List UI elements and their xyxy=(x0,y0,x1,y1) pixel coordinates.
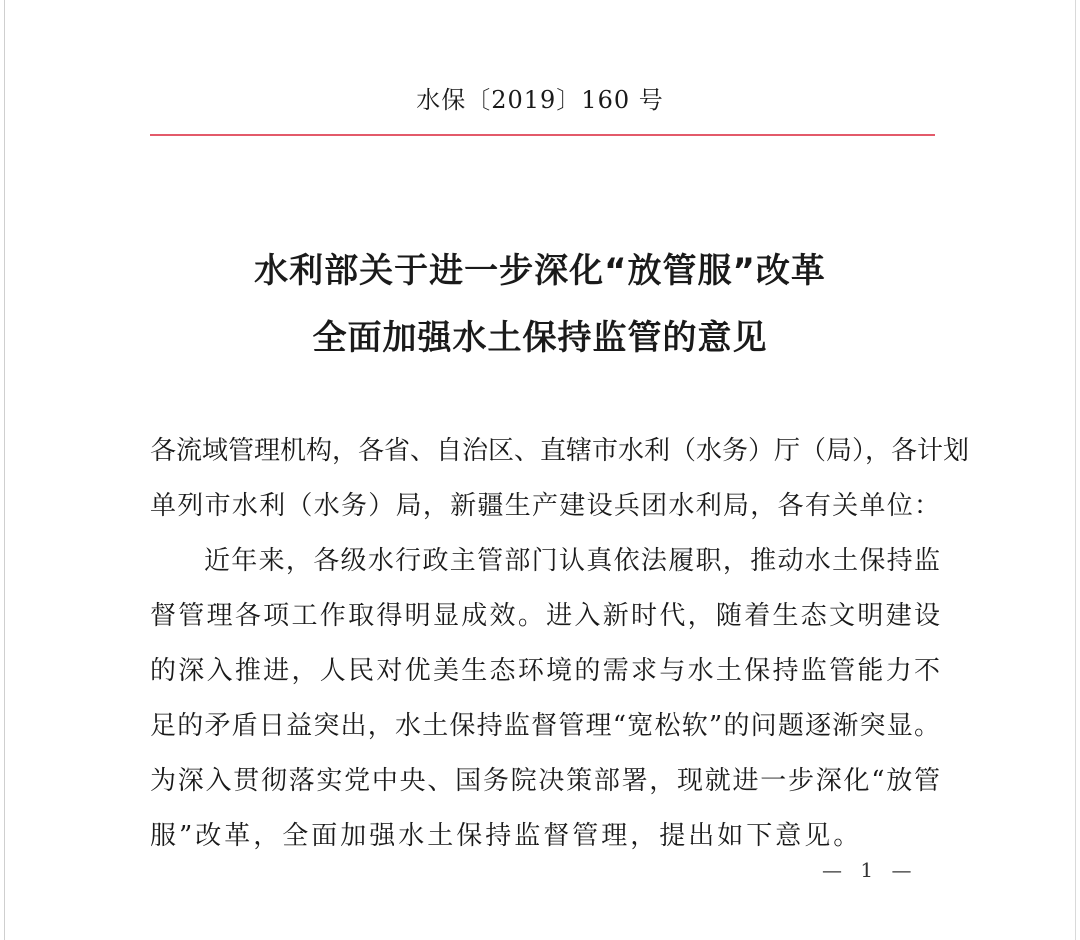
document-number: 水保〔2019〕160 号 xyxy=(416,86,664,114)
red-separator-line xyxy=(150,134,935,136)
paragraph-line-5: 为深入贯彻落实党中央、国务院决策部署，现就进一步深化“放管 xyxy=(150,766,940,796)
paragraph-line-6: 服”改革，全面加强水土保持监督管理，提出如下意见。 xyxy=(150,821,863,851)
paragraph-line-4: 足的矛盾日益突出，水土保持监督管理“宽松软”的问题逐渐突显。 xyxy=(150,711,940,741)
page-edge-left xyxy=(4,0,5,940)
page-edge-right xyxy=(1075,0,1076,940)
addressee-line-1: 各流域管理机构，各省、自治区、直辖市水利（水务）厅（局），各计划 xyxy=(150,436,970,466)
title-line-2: 全面加强水土保持监管的意见 xyxy=(312,318,768,358)
addressee-line-2: 单列市水利（水务）局，新疆生产建设兵团水利局，各有关单位： xyxy=(150,491,940,521)
title-line-1: 水利部关于进一步深化“放管服”改革 xyxy=(254,251,826,291)
page-number: — 1 — xyxy=(822,858,918,882)
paragraph-line-3: 的深入推进，人民对优美生态环境的需求与水土保持监管能力不 xyxy=(150,656,940,686)
paragraph-line-1: 近年来，各级水行政主管部门认真依法履职，推动水土保持监 xyxy=(204,546,940,576)
paragraph-line-2: 督管理各项工作取得明显成效。进入新时代，随着生态文明建设 xyxy=(150,601,940,631)
